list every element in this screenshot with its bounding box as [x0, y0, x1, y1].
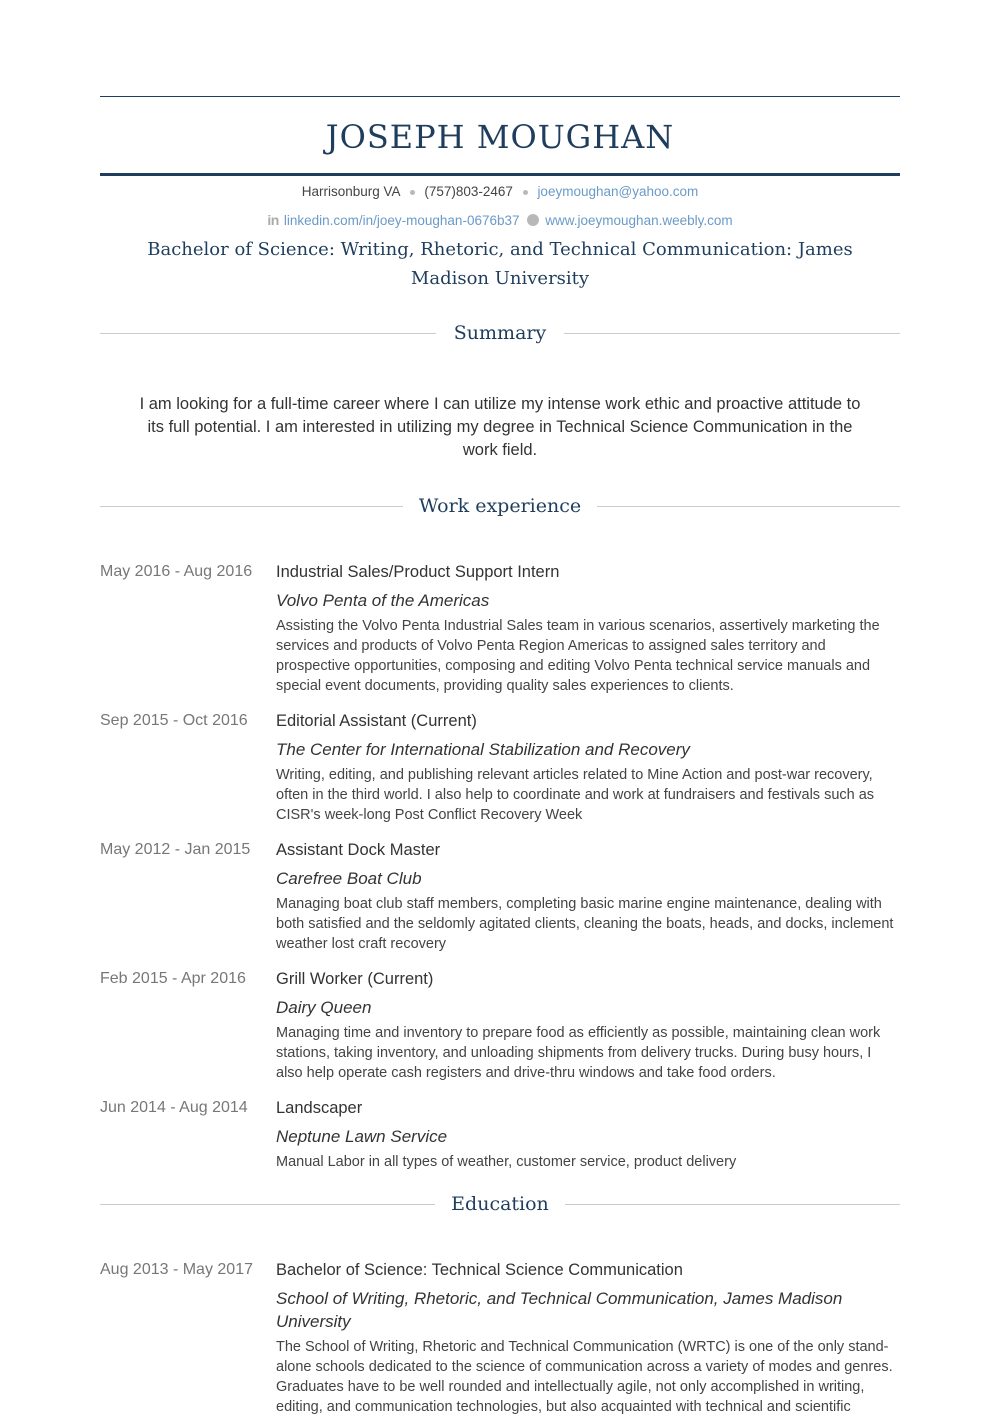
entry-organization: Dairy Queen: [276, 998, 372, 1017]
entry-title: Industrial Sales/Product Support Intern: [276, 563, 560, 581]
entry-dates: May 2016 - Aug 2016: [100, 563, 253, 580]
entry-organization: Carefree Boat Club: [276, 869, 422, 888]
work-entry: [100, 1096, 900, 1172]
entry-dates: Feb 2015 - Apr 2016: [100, 970, 246, 987]
entry-title: Bachelor of Science: Technical Science Communication: [276, 1261, 683, 1279]
entry-description: Managing boat club staff members, completing basic marine engine maintenance, dealing with both satisfied and the seldomly agitated clients, cleaning the boats, heads, and docks, inclement weather lost craft recovery: [276, 896, 894, 952]
work-entry: [100, 560, 900, 696]
globe-icon: [527, 214, 539, 226]
location: Harrisonburg VA: [301, 184, 400, 199]
entry-dates: May 2012 - Jan 2015: [100, 841, 251, 858]
section-title: Summary: [453, 322, 547, 344]
entry-description: Manual Labor in all types of weather, customer service, product delivery: [276, 1154, 737, 1170]
entry-dates: Aug 2013 - May 2017: [100, 1261, 253, 1278]
entry-title: Grill Worker (Current): [276, 970, 434, 988]
work-section-heading: [100, 492, 900, 522]
linkedin-icon: in: [267, 212, 279, 228]
education-section-heading: [100, 1190, 900, 1220]
entry-description: Writing, editing, and publishing relevant articles related to Mine Action and post-war recovery, often in the third world. I also help to coordinate and work at fundraisers and festivals such as CISR's week-long Post Conflict Recovery Week: [276, 767, 875, 823]
candidate-name: JOSEPH MOUGHAN: [325, 118, 675, 156]
work-entry: [100, 967, 900, 1083]
website-link[interactable]: www.joeymoughan.weebly.com: [545, 213, 733, 228]
entry-organization: Neptune Lawn Service: [276, 1127, 448, 1146]
work-entry: [100, 838, 900, 954]
contact-line-primary: [100, 183, 900, 201]
entry-title: Editorial Assistant (Current): [276, 712, 477, 730]
entry-organization: Volvo Penta of the Americas: [276, 591, 490, 610]
section-title: Work experience: [418, 495, 582, 517]
entry-dates: Jun 2014 - Aug 2014: [100, 1099, 248, 1116]
name-underline: [100, 173, 900, 176]
phone: (757)803-2467: [424, 184, 513, 199]
resume-page: [100, 96, 900, 1417]
email-link[interactable]: joeymoughan@yahoo.com: [537, 184, 699, 199]
entry-title: Assistant Dock Master: [276, 841, 441, 859]
top-rule: [100, 96, 900, 97]
headline: Bachelor of Science: Writing, Rhetoric, and Technical Communication: James Madison University: [147, 239, 853, 289]
entry-organization: School of Writing, Rhetoric, and Technical Communication, James Madison University: [276, 1289, 843, 1331]
summary-section-heading: [100, 319, 900, 349]
entry-description: Managing time and inventory to prepare food as efficiently as possible, maintaining clean work stations, taking inventory, and unloading shipments from delivery trucks. During busy hours, I also help operate cash registers and drive-thru windows and take food orders.: [276, 1025, 881, 1081]
entry-description: Assisting the Volvo Penta Industrial Sales team in various scenarios, assertively marketing the services and products of Volvo Penta Region Americas to assigned sales territory and prospective opportunities, composing and editing Volvo Penta technical service manuals and special event documents, providing quality sales experiences to clients.: [276, 618, 880, 694]
entry-title: Landscaper: [276, 1099, 363, 1117]
linkedin-link[interactable]: linkedin.com/in/joey-moughan-0676b37: [283, 213, 520, 228]
entry-description: The School of Writing, Rhetoric and Technical Communication (WRTC) is one of the only stand-alone schools dedicated to the science of communication across a variety of modes and genres. Graduates have to be well rounded and intellectually agile, not only accomplished in writing, editing, and communication technologies, but also acquainted with technical and scientific: [276, 1339, 893, 1415]
separator-dot: [410, 190, 415, 195]
section-title: Education: [451, 1193, 549, 1215]
contact-line-links: [100, 211, 900, 230]
work-entry: [100, 709, 900, 825]
separator-dot: [523, 190, 528, 195]
entry-dates: Sep 2015 - Oct 2016: [100, 712, 248, 729]
entry-organization: The Center for International Stabilization and Recovery: [276, 740, 690, 759]
summary-text: I am looking for a full-time career where I can utilize my intense work ethic and proactive attitude to its full potential. I am interested in utilizing my degree in Technical Science Communication in the work field.: [139, 395, 861, 459]
education-entry: [100, 1258, 900, 1417]
